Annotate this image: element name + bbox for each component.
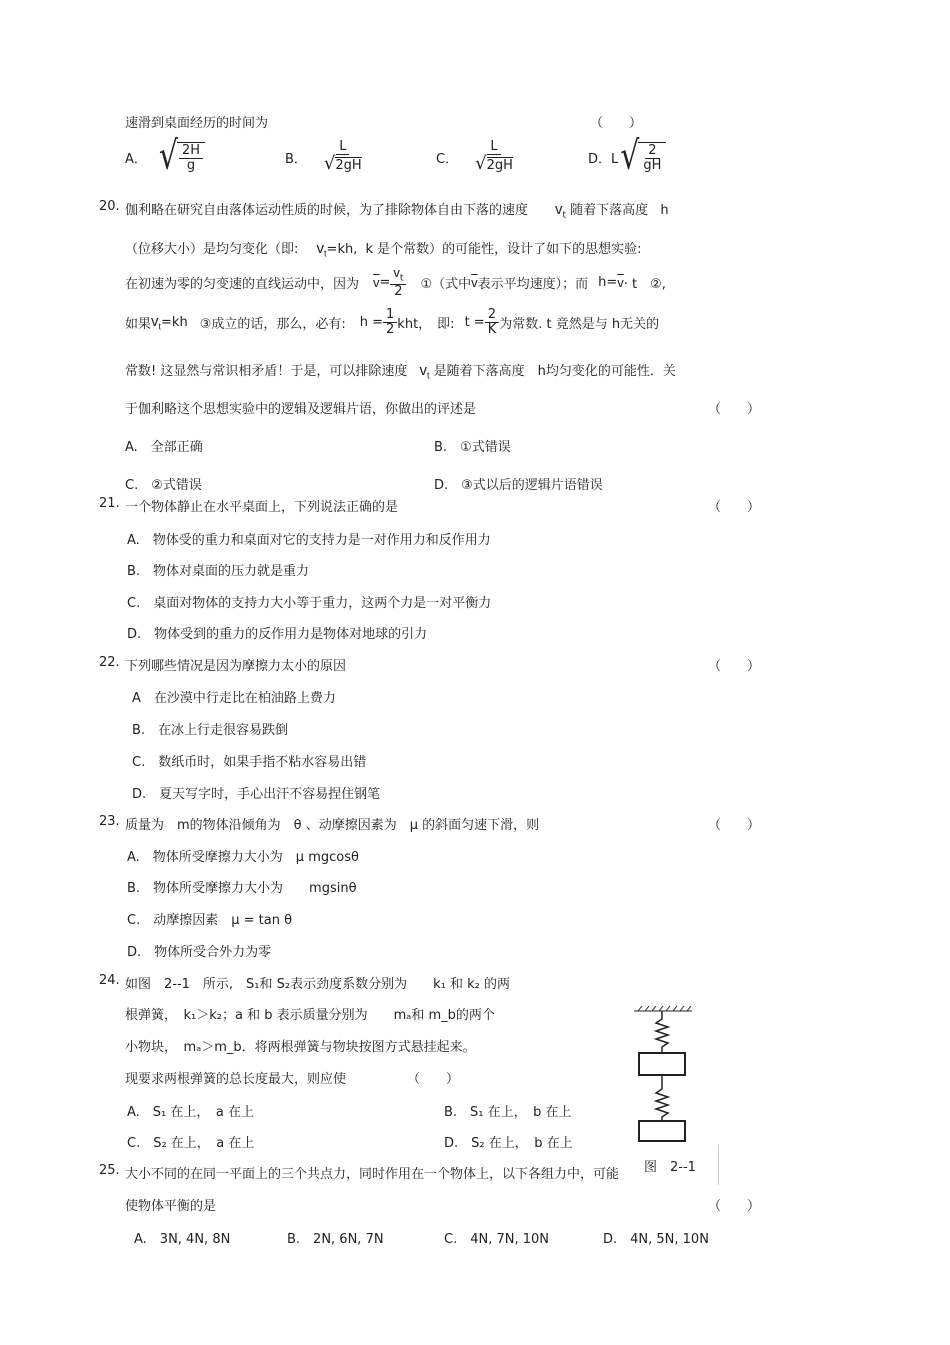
fraction xyxy=(485,308,500,336)
q24-answer-paren: （ ） xyxy=(407,1072,460,1087)
q20-line4-c: 即: xyxy=(437,316,455,332)
q25-option-d: D. 4N, 5N, 10N xyxy=(603,1232,709,1247)
upper-spring xyxy=(656,1011,668,1053)
q21-option-d: D. 物体受到的重力的反作用力是物体对地球的引力 xyxy=(127,627,428,642)
q25-answer-paren: （ ） xyxy=(708,1199,761,1214)
q20-answer-paren: （ ） xyxy=(708,402,761,417)
q20-line6: 于伽利略这个思想实验中的逻辑及逻辑片语，你做出的评述是 xyxy=(125,402,477,417)
q24-option-a: A. S₁ 在上， a 在上 xyxy=(127,1105,254,1120)
radical-sign: √ xyxy=(158,133,179,180)
q21-option-c: C. 桌面对物体的支持力大小等于重力，这两个力是一对平衡力 xyxy=(127,596,492,611)
lower-spring xyxy=(656,1075,668,1121)
symbol-v: v xyxy=(151,312,159,330)
fraction xyxy=(383,308,397,336)
fraction-numerator: v xyxy=(393,264,400,280)
q25-line1: 大小不同的在同一平面上的三个共点力，同时作用在一个物体上，以下各组力中，可能 xyxy=(125,1167,620,1182)
q22-stem: 下列哪些情况是因为摩擦力太小的原因 xyxy=(125,659,347,674)
symbol-v: v xyxy=(555,201,563,218)
equation-text: kht， xyxy=(397,316,432,332)
fraction-numerator: 2 xyxy=(645,144,659,159)
option-label: C． xyxy=(436,151,459,167)
q20-line1-tail: 随着下落高度 xyxy=(570,203,649,218)
q21-option-a: A. 物体受的重力和桌面对它的支持力是一对作用力和反作用力 xyxy=(127,533,491,548)
q20-option-a: A. 全部正确 xyxy=(125,440,203,455)
q23-option-c: C. 动摩擦因素 μ = tan θ xyxy=(127,913,293,928)
q22-option-a: A 在沙漠中行走比在柏油路上费力 xyxy=(132,691,336,706)
q19-option-c xyxy=(436,134,516,180)
q22-option-b: B. 在冰上行走很容易跌倒 xyxy=(132,723,289,738)
option-label: A． xyxy=(125,151,147,167)
fraction-denominator: g xyxy=(186,157,196,173)
q20-option-b: B. ①式错误 xyxy=(434,440,511,455)
symbol-v-bar: $\overline{v}$ xyxy=(471,274,478,290)
equation-text: =kh xyxy=(161,314,188,330)
equation-text: =kh, xyxy=(326,242,358,257)
fraction-denominator: 2gH xyxy=(486,157,513,173)
subscript-t: t xyxy=(562,210,567,221)
equation-text: h= xyxy=(598,274,618,290)
q21-number: 21. xyxy=(99,496,120,511)
q21-stem: 一个物体静止在水平桌面上，下列说法正确的是 xyxy=(125,500,399,515)
fraction-denominator: gH xyxy=(643,157,662,173)
symbol-h: h xyxy=(660,203,669,218)
q25-option-a: A. 3N, 4N, 8N xyxy=(134,1232,231,1247)
q20-line1: 伽利略在研究自由落体运动性质的时候，为了排除物体自由下落的速度 xyxy=(125,203,529,218)
fraction-numerator: 1 xyxy=(383,308,397,323)
symbol-v-bar: $\overline{v}$ xyxy=(373,274,380,290)
column-divider xyxy=(718,1145,719,1185)
q19-option-b xyxy=(285,134,365,180)
q23-option-d: D. 物体所受合外力为零 xyxy=(127,945,272,960)
q20-line5-b: 是随着下落高度 h均匀变化的可能性．关 xyxy=(433,364,676,379)
q25-option-c: C. 4N, 7N, 10N xyxy=(444,1232,549,1247)
subscript-t: t xyxy=(427,370,430,381)
subscript-t: t xyxy=(324,248,327,259)
equation-text: t = xyxy=(464,314,485,330)
q19-option-d xyxy=(588,134,666,180)
q20-line3-d: · t ②, xyxy=(623,276,666,292)
q20-option-c: C. ②式错误 xyxy=(125,478,202,493)
q25-line2: 使物体平衡的是 xyxy=(125,1199,217,1214)
q25-option-b: B. 2N, 6N, 7N xyxy=(287,1232,384,1247)
q24-line4: 现要求两根弹簧的总长度最大，则应使 xyxy=(125,1072,347,1087)
q20-line2-b: k 是个常数）的可能性，设计了如下的思想实验: xyxy=(365,242,642,257)
fraction-denominator: 2 xyxy=(394,283,403,299)
q20-option-d: D. ③式以后的逻辑片语错误 xyxy=(434,478,603,493)
q20-line4-a: 如果 xyxy=(125,316,152,332)
subscript-t: t xyxy=(399,273,404,284)
q20-line4-b: ③成立的话，那么，必有: xyxy=(199,316,346,332)
q22-answer-paren: （ ） xyxy=(708,659,761,674)
q19-stem-tail: 速滑到桌面经历的时间为 xyxy=(125,116,269,131)
radical-sign: √ xyxy=(620,133,640,180)
q22-option-c: C. 数纸币时，如果手指不粘水容易出错 xyxy=(132,755,367,770)
q23-answer-paren: （ ） xyxy=(708,818,761,833)
q24-line2: 根弹簧， k₁＞k₂；a 和 b 表示质量分别为 mₐ和 m_b的两个 xyxy=(125,1008,495,1023)
fraction-denominator: 2 xyxy=(386,321,395,337)
q20-line4-d: 为常数. t 竟然是与 h无关的 xyxy=(499,316,660,332)
q20-line2-a: （位移大小）是均匀变化（即: xyxy=(125,242,299,257)
q20-line3-a: 在初速为零的匀变速的直线运动中，因为 xyxy=(125,276,360,292)
symbol-v: v xyxy=(316,240,325,257)
fraction xyxy=(472,140,516,174)
q24-option-b: B. S₁ 在上， b 在上 xyxy=(444,1105,572,1120)
fraction-denominator: K xyxy=(487,321,497,337)
option-label: B． xyxy=(285,151,307,167)
q23-option-b: B. 物体所受摩擦力大小为 mgsinθ xyxy=(127,881,357,896)
radical-sign: √ xyxy=(323,152,336,174)
q24-number: 24. xyxy=(99,973,120,988)
q22-option-d: D. 夏天写字时，手心出汗不容易捏住钢笔 xyxy=(132,787,381,802)
symbol-v: v xyxy=(419,362,427,379)
fraction-numerator: L xyxy=(336,140,349,155)
q24-option-d: D. S₂ 在上， b 在上 xyxy=(444,1136,573,1151)
subscript-t: t xyxy=(158,321,162,332)
fraction-numerator: 2 xyxy=(485,308,499,323)
sqrt-expression xyxy=(620,133,666,180)
q20-line5 xyxy=(125,360,676,381)
spring-block-figure xyxy=(630,1005,700,1145)
equals-sign: = xyxy=(379,274,391,290)
figure-caption: 图 2--1 xyxy=(644,1160,696,1175)
q25-number: 25. xyxy=(99,1163,120,1178)
q20-line4 xyxy=(125,300,659,344)
fraction xyxy=(321,140,365,174)
q19-option-a xyxy=(125,134,205,180)
sqrt-expression xyxy=(158,133,205,180)
q21-option-b: B. 物体对桌面的压力就是重力 xyxy=(127,564,310,579)
fraction xyxy=(390,266,406,299)
q19-answer-paren: （ ） xyxy=(590,116,643,131)
q21-answer-paren: （ ） xyxy=(708,500,761,515)
q23-number: 23. xyxy=(99,814,120,829)
q24-line3: 小物块， mₐ＞m_b．将两根弹簧与物块按图方式悬挂起来。 xyxy=(125,1040,476,1055)
q23-stem: 质量为 m的物体沿倾角为 θ 、动摩擦因素为 μ 的斜面匀速下滑，则 xyxy=(125,818,540,833)
q24-option-c: C. S₂ 在上， a 在上 xyxy=(127,1136,255,1151)
q20-number: 20. xyxy=(99,199,120,214)
q20-line2 xyxy=(125,238,642,259)
ceiling-hatch xyxy=(634,1006,692,1011)
q23-option-a: A. 物体所受摩擦力大小为 μ mgcosθ xyxy=(127,850,359,865)
fraction-numerator: L xyxy=(487,140,500,155)
q20-line3 xyxy=(125,262,666,302)
lower-block xyxy=(639,1121,685,1141)
fraction-denominator: 2gH xyxy=(335,157,362,173)
upper-block xyxy=(639,1053,685,1075)
option-label: D．L xyxy=(588,151,619,167)
fraction-numerator: 2H xyxy=(179,144,203,159)
q20-line1-vt xyxy=(555,199,669,221)
equation-text: h = xyxy=(359,314,384,330)
q20-line3-b: ①（式中 xyxy=(420,276,472,292)
q24-line1: 如图 2--1 所示, S₁和 S₂表示劲度系数分别为 k₁ 和 k₂ 的两 xyxy=(125,977,510,992)
q22-number: 22. xyxy=(99,655,120,670)
q20-line5-a: 常数! 这显然与常识相矛盾！于是，可以排除速度 xyxy=(125,364,408,379)
q20-line3-c: 表示平均速度）；而 xyxy=(477,276,589,292)
symbol-v-bar: $\overline{v}$ xyxy=(617,274,624,290)
radical-sign: √ xyxy=(475,152,487,174)
